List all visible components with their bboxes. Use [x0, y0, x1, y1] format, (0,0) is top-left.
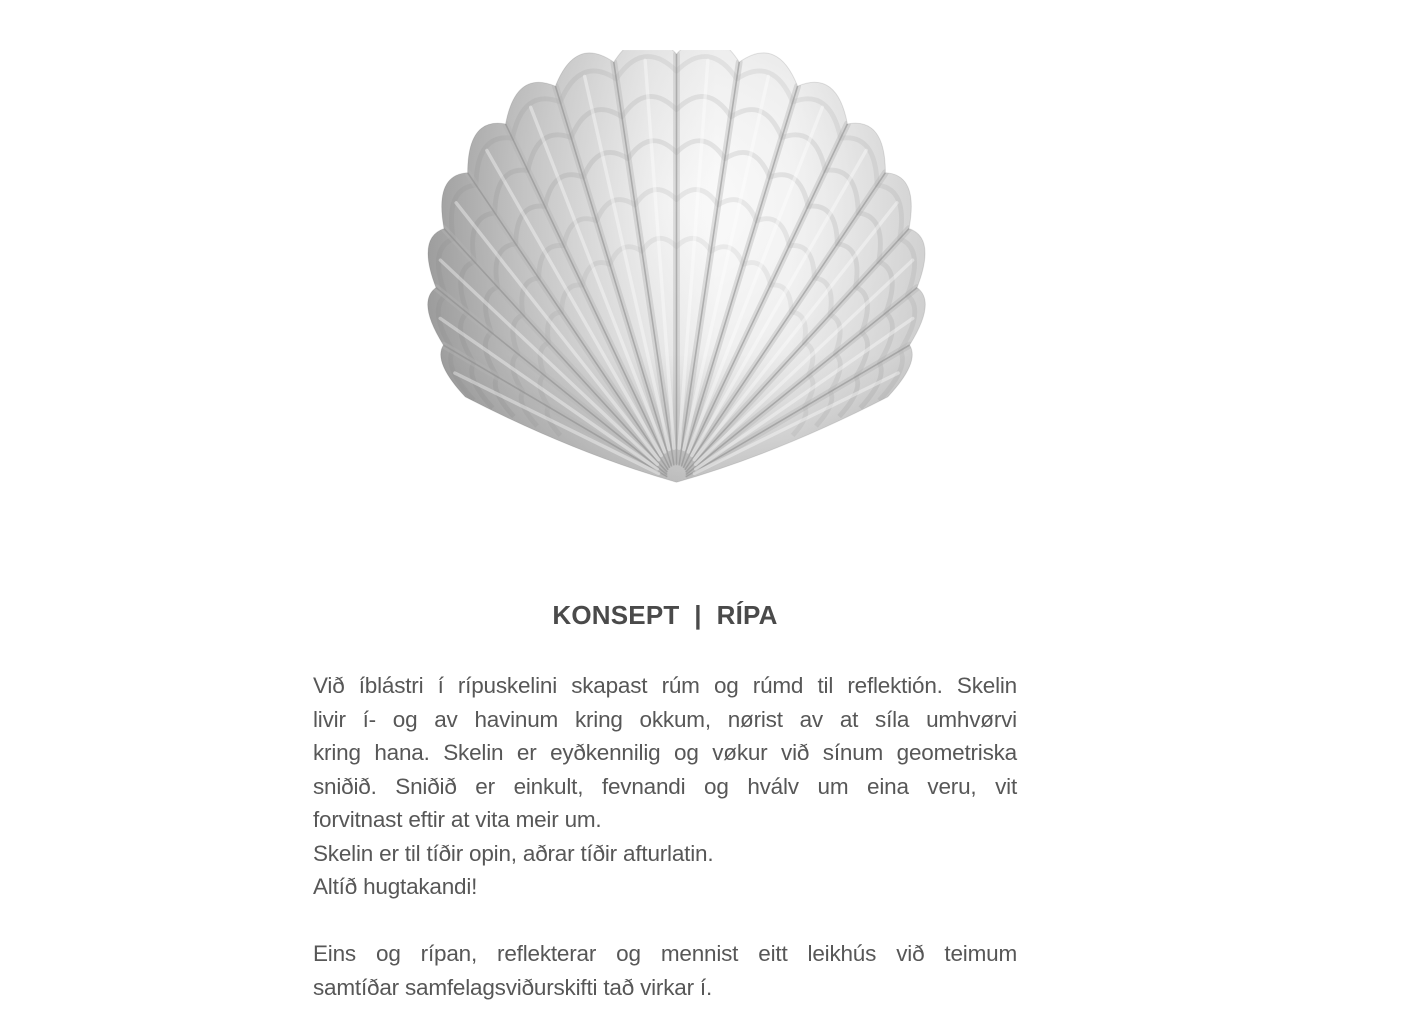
- body-line: forvitnast eftir at vita meir um.: [313, 807, 602, 832]
- shell-svg: [424, 50, 929, 497]
- body-line: sniðið. Sniðið er einkult, fevnandi og hválv um eina veru, vit: [313, 773, 1017, 799]
- paragraph-2: [313, 937, 1017, 1004]
- body-text: [313, 669, 1017, 1004]
- page-title: KONSEPT | RÍPA: [552, 600, 778, 630]
- body-line: Við íblástri í rípuskelini skapast rúm og rúmd til reflektión. Skelin: [313, 673, 1017, 698]
- body-line: Skelin er til tíðir opin, aðrar tíðir afturlatin.: [313, 840, 714, 866]
- body-line: Altíð hugtakandi!: [313, 874, 478, 899]
- body-line: Eins og rípan, reflekterar og mennist eitt leikhús við teimum: [313, 941, 1017, 966]
- body-line: kring hana. Skelin er eyðkennilig og vøkur við sínum geometriska: [313, 740, 1017, 765]
- paragraph-1: [313, 669, 1017, 904]
- content-column: [313, 598, 1017, 1004]
- body-line: livir í- og av havinum kring okkum, nørist av at síla umhvørvi: [313, 706, 1017, 732]
- body-line: samtíðar samfelagsviðurskifti tað virkar í.: [313, 974, 713, 1000]
- shell-image: [424, 50, 929, 497]
